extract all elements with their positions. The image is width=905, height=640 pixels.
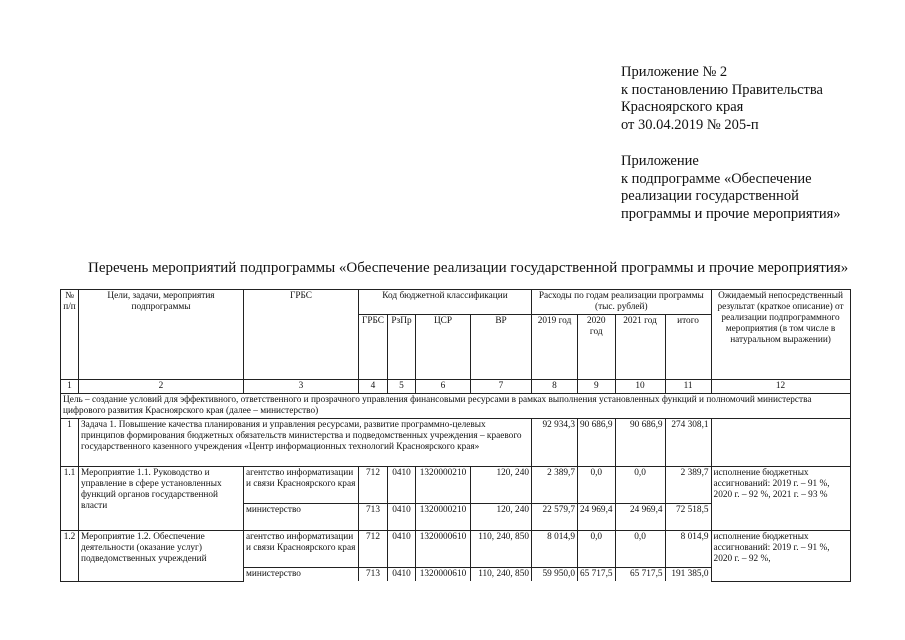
grbs-name: агентство информатизации и связи Красноярского края	[244, 467, 359, 504]
kbk-rzpr: 0410	[388, 504, 416, 531]
kbk-csr: 1320000210	[416, 504, 471, 531]
column-number: 7	[471, 380, 532, 394]
header-kbk: Код бюджетной классификации	[359, 290, 532, 315]
appendix-block-main	[621, 64, 823, 134]
column-number: 4	[359, 380, 388, 394]
header-kbk-vr: ВР	[471, 315, 532, 380]
column-number: 2	[79, 380, 244, 394]
grbs-name: министерство	[244, 504, 359, 531]
kbk-csr: 1320000210	[416, 467, 471, 504]
appendix-line: к постановлению Правительства	[621, 81, 823, 98]
header-grbs: ГРБС	[244, 290, 359, 380]
measure-1-1-row	[61, 467, 851, 504]
kbk-csr: 1320000610	[416, 531, 471, 568]
appendix-line: к подпрограмме «Обеспечение	[621, 170, 812, 187]
document-title: Перечень мероприятий подпрограммы «Обеспечение реализации государственной программы и прочие мероприятия»	[88, 260, 849, 276]
appendix-line: Приложение	[621, 153, 699, 169]
header-kbk-grbs: ГРБС	[359, 315, 388, 380]
header-total: итого	[665, 315, 711, 380]
measures-table	[60, 289, 851, 582]
kbk-csr: 1320000610	[416, 568, 471, 582]
goal-row	[61, 394, 851, 419]
expense-2020: 65 717,5	[578, 568, 616, 582]
grbs-name: агентство информатизации и связи Красноярского края	[244, 531, 359, 568]
measure-result: исполнение бюджетных ассигнований: 2019 г. – 91 %, 2020 г. – 92 %,	[711, 531, 850, 582]
expense-2021: 0,0	[615, 467, 665, 504]
appendix-block-sub	[621, 153, 841, 223]
task-result-empty	[711, 419, 850, 467]
task-2019: 92 934,3	[532, 419, 578, 467]
kbk-vr: 110, 240, 850	[471, 531, 532, 568]
kbk-vr: 120, 240	[471, 504, 532, 531]
appendix-line: программы и прочие мероприятия»	[621, 205, 841, 222]
expense-2020: 24 969,4	[578, 504, 616, 531]
appendix-line: от 30.04.2019 № 205-п	[621, 116, 759, 133]
kbk-grbs: 713	[359, 568, 388, 582]
column-number: 5	[388, 380, 416, 394]
measure-text: Мероприятие 1.1. Руководство и управление в сфере установленных функций органов государственной власти	[79, 467, 244, 531]
task-num: 1	[61, 419, 79, 467]
header-kbk-csr: ЦСР	[416, 315, 471, 380]
kbk-vr: 110, 240, 850	[471, 568, 532, 582]
column-number: 8	[532, 380, 578, 394]
header-2021: 2021 год	[615, 315, 665, 380]
measure-text: Мероприятие 1.2. Обеспечение деятельности (оказание услуг) подведомственных учреждений	[79, 531, 244, 582]
header-goals: Цели, задачи, мероприятия подпрограммы	[79, 290, 244, 380]
header-row	[61, 290, 851, 315]
measure-num: 1.1	[61, 467, 79, 531]
expense-2019: 8 014,9	[532, 531, 578, 568]
expense-2019: 2 389,7	[532, 467, 578, 504]
expense-2021: 24 969,4	[615, 504, 665, 531]
expense-2019: 22 579,7	[532, 504, 578, 531]
task-row	[61, 419, 851, 467]
goal-text: Цель – создание условий для эффективного, ответственного и прозрачного управления финансовыми ресурсами в рамках выполнения установленных функций и полномочий министерства цифрового развития Красноярского края (далее – министерство)	[61, 394, 851, 419]
column-number: 1	[61, 380, 79, 394]
kbk-grbs: 713	[359, 504, 388, 531]
measure-1-2-row	[61, 531, 851, 568]
column-number: 9	[578, 380, 616, 394]
header-kbk-rzpr: РзПр	[388, 315, 416, 380]
kbk-rzpr: 0410	[388, 531, 416, 568]
column-number: 12	[711, 380, 850, 394]
expense-total: 72 518,5	[665, 504, 711, 531]
kbk-grbs: 712	[359, 531, 388, 568]
column-number: 11	[665, 380, 711, 394]
expense-2020: 0,0	[578, 531, 616, 568]
header-expenses: Расходы по годам реализации программы (тыс. рублей)	[532, 290, 712, 315]
header-result: Ожидаемый непосредственный результат (краткое описание) от реализации подпрограммного мероприятия (в том числе в натуральном выражении)	[711, 290, 850, 380]
grbs-name: министерство	[244, 568, 359, 582]
header-2020: 2020 год	[578, 315, 616, 380]
expense-total: 191 385,0	[665, 568, 711, 582]
measure-result: исполнение бюджетных ассигнований: 2019 г. – 91 %, 2020 г. – 92 %, 2021 г. – 93 %	[711, 467, 850, 531]
expense-total: 2 389,7	[665, 467, 711, 504]
measure-num: 1.2	[61, 531, 79, 582]
expense-2019: 59 950,0	[532, 568, 578, 582]
expense-2020: 0,0	[578, 467, 616, 504]
expense-2021: 65 717,5	[615, 568, 665, 582]
appendix-line: Красноярского края	[621, 99, 744, 115]
header-num: № п/п	[61, 290, 79, 380]
task-2020: 90 686,9	[578, 419, 616, 467]
column-number: 3	[244, 380, 359, 394]
task-total: 274 308,1	[665, 419, 711, 467]
appendix-line: реализации государственной	[621, 188, 799, 204]
column-number-row	[61, 380, 851, 394]
expense-total: 8 014,9	[665, 531, 711, 568]
task-text: Задача 1. Повышение качества планирования и управления ресурсами, развитие программно-целевых принципов формирования бюджетных обязательств министерства и подведомственных учреждения – краевого государственного казенного учреждения «Центр информационных технологий Красноярского края»	[79, 419, 532, 467]
kbk-vr: 120, 240	[471, 467, 532, 504]
kbk-grbs: 712	[359, 467, 388, 504]
kbk-rzpr: 0410	[388, 467, 416, 504]
kbk-rzpr: 0410	[388, 568, 416, 582]
column-number: 6	[416, 380, 471, 394]
column-number: 10	[615, 380, 665, 394]
appendix-line: Приложение № 2	[621, 64, 728, 80]
task-2021: 90 686,9	[615, 419, 665, 467]
header-2019: 2019 год	[532, 315, 578, 380]
expense-2021: 0,0	[615, 531, 665, 568]
